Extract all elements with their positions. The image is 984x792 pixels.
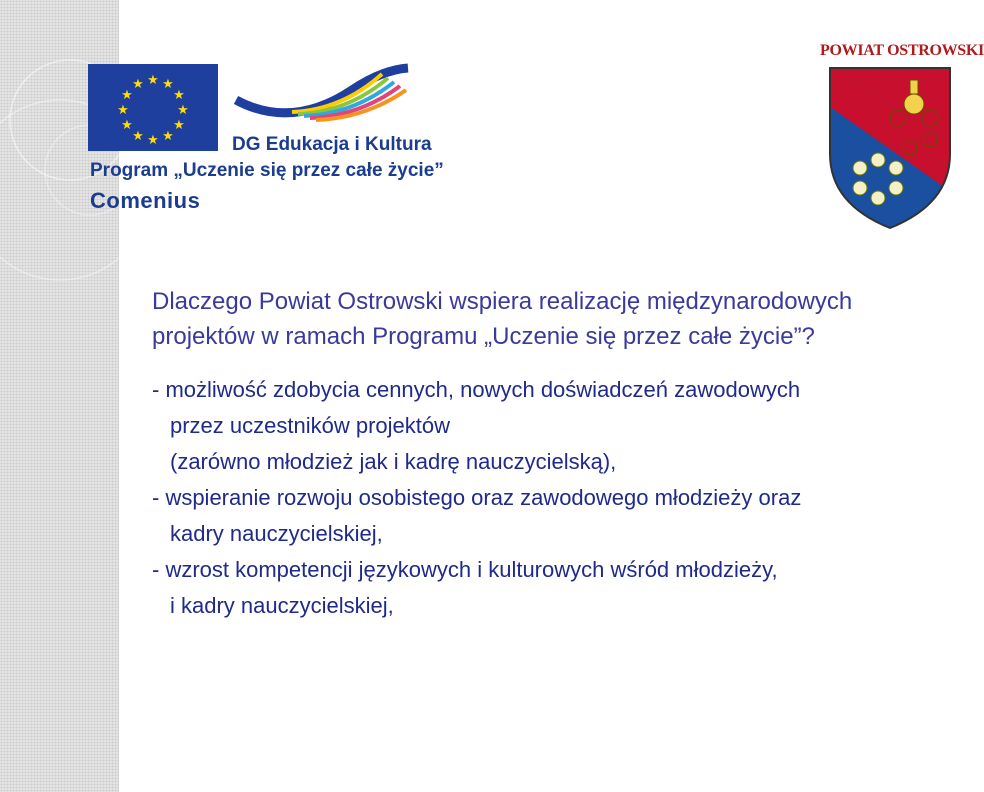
powiat-crest bbox=[820, 42, 984, 232]
bullet-line: - wspieranie rozwoju osobistego oraz zawodowego młodzieży oraz bbox=[152, 485, 802, 510]
lifelong-learning-swoosh-icon bbox=[232, 60, 412, 140]
dg-label: DG Edukacja i Kultura bbox=[232, 134, 432, 155]
eu-flag-icon bbox=[88, 64, 218, 151]
bullet-line: i kadry nauczycielskiej, bbox=[170, 593, 394, 618]
coat-of-arms-icon bbox=[826, 64, 954, 232]
slide-content bbox=[152, 284, 952, 624]
svg-text:★: ★ bbox=[132, 129, 144, 144]
bullet-line: - możliwość zdobycia cennych, nowych doświadczeń zawodowych bbox=[152, 377, 801, 402]
svg-text:★: ★ bbox=[173, 88, 185, 103]
bullet-line: przez uczestników projektów bbox=[170, 413, 451, 438]
crest-title: POWIAT OSTROWSKI bbox=[820, 42, 984, 59]
bullet-list bbox=[152, 372, 952, 624]
svg-text:★: ★ bbox=[132, 77, 144, 92]
bullet-line: kadry nauczycielskiej, bbox=[170, 521, 383, 546]
svg-text:★: ★ bbox=[147, 133, 159, 148]
slide-heading bbox=[152, 284, 952, 354]
eu-program-logo bbox=[84, 60, 444, 220]
bullet-line: - wzrost kompetencji językowych i kulturowych wśród młodzieży, bbox=[152, 557, 778, 582]
comenius-label: Comenius bbox=[90, 188, 201, 213]
svg-text:★: ★ bbox=[147, 73, 159, 88]
heading-line-1: Dlaczego Powiat Ostrowski wspiera realizację międzynarodowych bbox=[152, 288, 853, 315]
heading-line-2: projektów w ramach Programu „Uczenie się przez całe życie”? bbox=[152, 323, 815, 350]
svg-text:★: ★ bbox=[121, 88, 133, 103]
svg-text:★: ★ bbox=[162, 129, 174, 144]
bullet-line: (zarówno młodzież jak i kadrę nauczycielską), bbox=[170, 449, 617, 474]
program-label: Program „Uczenie się przez całe życie” bbox=[90, 160, 444, 181]
svg-text:★: ★ bbox=[173, 118, 185, 133]
svg-text:★: ★ bbox=[162, 77, 174, 92]
svg-text:★: ★ bbox=[117, 103, 129, 118]
svg-text:★: ★ bbox=[177, 103, 189, 118]
svg-text:★: ★ bbox=[121, 118, 133, 133]
